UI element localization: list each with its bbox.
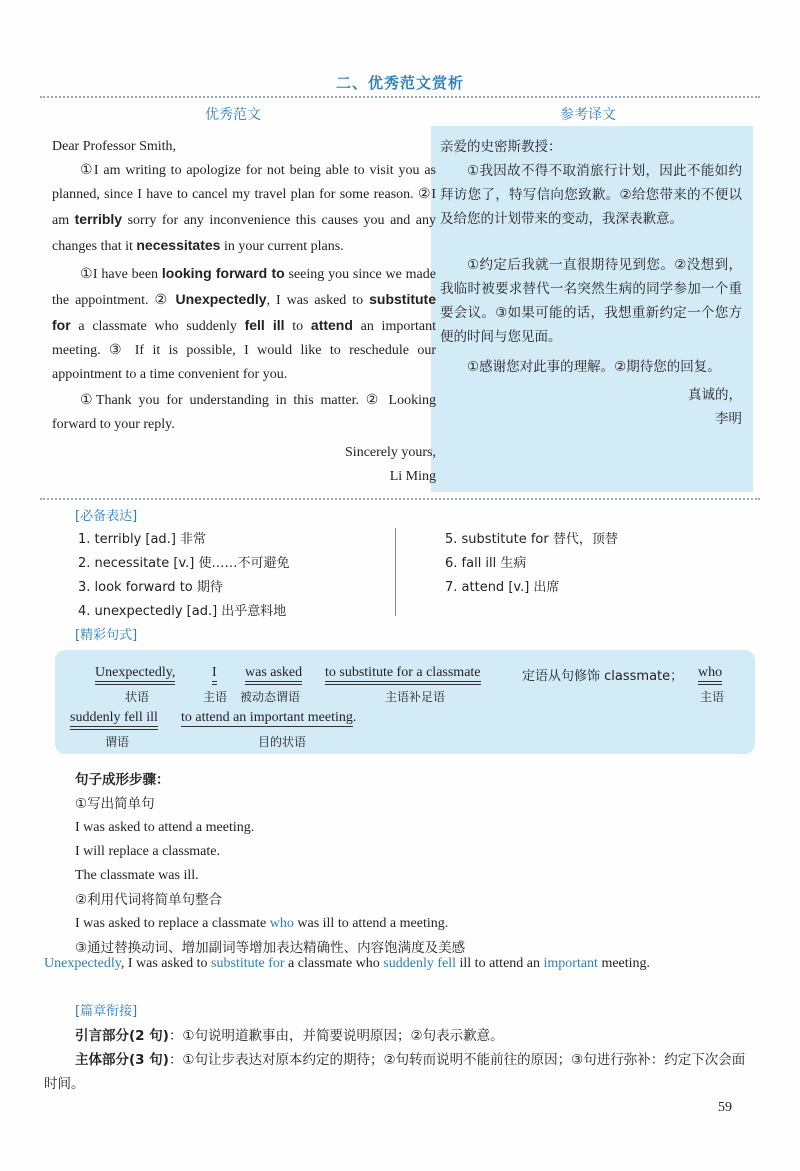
sentence-relative-pronoun: who — [698, 665, 722, 685]
sentence-clause-predicate: suddenly fell ill — [70, 710, 158, 730]
grammar-tag: 被动态谓语 — [240, 690, 301, 704]
translation-paragraph-2: ①约定后我就一直很期待见到您。②没想到，我临时被要求替代一名突然生病的同学参加一个重要会议。③如果可能的话，我想重新约定一个您方便的时间与您见面。 — [440, 257, 742, 345]
letter-paragraph-3: ①Thank you for understanding in this matter. ② Looking forward to your reply. — [52, 393, 436, 432]
highlight-phrase: substitute for — [211, 956, 285, 971]
bold-phrase: substitute for — [52, 291, 436, 333]
text-run: seeing you since we made the appointment. ② — [52, 267, 436, 308]
text-run: ill to attend an — [456, 956, 544, 971]
letter-paragraph-2 — [52, 261, 436, 387]
sentence-period: . — [352, 710, 357, 725]
bold-phrase: terribly — [74, 211, 123, 227]
letter-divider — [40, 498, 760, 500]
vocab-item: 5. substitute for 替代，顶替 — [445, 532, 618, 547]
text-run: , I was asked to — [266, 293, 370, 308]
grammar-tag: 主语补足语 — [385, 690, 446, 704]
sentence-predicate: was asked — [245, 665, 302, 685]
sentence-steps — [75, 768, 755, 960]
step-2-label: ②利用代词将简单句整合 — [75, 892, 223, 908]
translation-paragraph-1: ①我因故不得不取消旅行计划，因此不能如约拜访您了，特写信向您致歉。②给您带来的不便以及给您的计划带来的变动，我深表歉意。 — [440, 163, 742, 227]
translation-signature: 李明 — [715, 411, 742, 427]
sentence-purpose — [181, 710, 356, 726]
left-column-header: 优秀范文 — [205, 107, 261, 123]
text-run: a classmate who suddenly — [70, 319, 245, 334]
sentence-label: [精彩句式] — [75, 628, 138, 643]
vocab-item: 2. necessitate [v.] 使……不可避免 — [78, 556, 290, 571]
structure-intro — [75, 1024, 755, 1048]
highlight-phrase: suddenly fell — [383, 956, 457, 971]
grammar-tag: 主语 — [700, 690, 725, 704]
right-column-header: 参考译文 — [560, 107, 616, 123]
grammar-tag: 谓语 — [105, 735, 130, 749]
sentence-adverbial: Unexpectedly, — [95, 665, 175, 685]
grammar-tag: 主语 — [203, 690, 228, 704]
body-label: 主体部分(3 句) — [75, 1052, 169, 1068]
intro-label: 引言部分(2 句) — [75, 1028, 169, 1044]
highlight-phrase: Unexpectedly — [44, 956, 121, 971]
bold-phrase: necessitates — [136, 237, 221, 253]
steps-heading: 句子成形步骤： — [75, 772, 170, 788]
text-run: to — [284, 319, 311, 334]
structure-label: [篇章衔接] — [75, 1004, 138, 1019]
step-1-line: I was asked to attend a meeting. — [75, 820, 255, 835]
vocab-list-right — [445, 528, 618, 600]
translation-paragraph-3: ①感谢您对此事的理解。②期待您的回复。 — [467, 359, 721, 375]
grammar-tag: 目的状语 — [258, 735, 307, 749]
step-2-line — [75, 912, 755, 936]
vocab-label: [必备表达] — [75, 509, 138, 524]
translation-greeting: 亲爱的史密斯教授： — [440, 139, 562, 155]
vocab-item: 1. terribly [ad.] 非常 — [78, 532, 207, 547]
text-run: meeting. — [597, 956, 651, 971]
letter-paragraph-1 — [52, 159, 436, 259]
text-run: ①I am writing to apologize for not being able to visit you as planned, since I have to cancel my travel plan for some reason. ②I am — [52, 163, 436, 228]
text-run: sorry for any inconvenience this causes you and any changes that it — [52, 213, 437, 254]
sentence-purpose-text: to attend an important meeting — [181, 710, 353, 725]
vocab-item: 7. attend [v.] 出席 — [445, 580, 560, 595]
bold-phrase: fell ill — [244, 317, 285, 333]
intro-text: ：①句说明道歉事由，并简要说明原因；②句表示歉意。 — [168, 1028, 504, 1044]
text-run: I was asked to replace a classmate — [75, 916, 270, 931]
structure-body — [44, 1048, 750, 1096]
translation-closing: 真诚的， — [688, 387, 742, 403]
english-letter — [52, 135, 436, 489]
body-text: ：①句让步表达对原本约定的期待；②句转而说明不能前往的原因；③句进行弥补：约定下次会面时间。 — [44, 1052, 746, 1092]
text-run: a classmate who — [284, 956, 384, 971]
bold-phrase: attend — [310, 317, 353, 333]
text-run: an important meeting. ③ If it is possible, I would like to reschedule our appointment to a time convenient for you. — [52, 319, 436, 382]
step-1-line: I will replace a classmate. — [75, 844, 220, 859]
vocab-item: 4. unexpectedly [ad.] 出乎意料地 — [78, 604, 287, 619]
step-3-line — [44, 952, 749, 976]
highlight-phrase: who — [269, 916, 294, 931]
step-1-line: The classmate was ill. — [75, 868, 199, 883]
page-number: 59 — [718, 1100, 732, 1115]
highlight-phrase: important — [543, 956, 598, 971]
vocab-list-left — [78, 528, 289, 624]
sentence-subject: I — [212, 665, 217, 685]
sentence-note: 定语从句修饰 classmate； — [522, 669, 684, 684]
chinese-translation — [440, 135, 742, 431]
vocab-divider — [395, 528, 396, 616]
text-run: , I was asked to — [120, 956, 212, 971]
sentence-complement: to substitute for a classmate — [325, 665, 481, 685]
header-divider — [40, 96, 760, 98]
letter-closing: Sincerely yours, — [345, 445, 436, 460]
vocab-item: 6. fall ill 生病 — [445, 556, 527, 571]
step-3-label: ③通过替换动词、增加副词等增加表达精确性、内容饱满度及美感 — [75, 940, 466, 956]
letter-signature: Li Ming — [389, 469, 436, 484]
text-run: was ill to attend a meeting. — [293, 916, 449, 931]
text-run: ①I have been — [80, 267, 162, 282]
grammar-tag: 状语 — [125, 690, 150, 704]
bold-phrase: looking forward to — [161, 265, 285, 281]
bold-phrase: Unexpectedly — [175, 291, 267, 307]
section-title: 二、优秀范文赏析 — [335, 74, 464, 92]
vocab-item: 3. look forward to 期待 — [78, 580, 223, 595]
text-run: in your current plans. — [220, 239, 344, 254]
step-1-label: ①写出简单句 — [75, 796, 155, 812]
letter-greeting: Dear Professor Smith, — [52, 139, 177, 154]
